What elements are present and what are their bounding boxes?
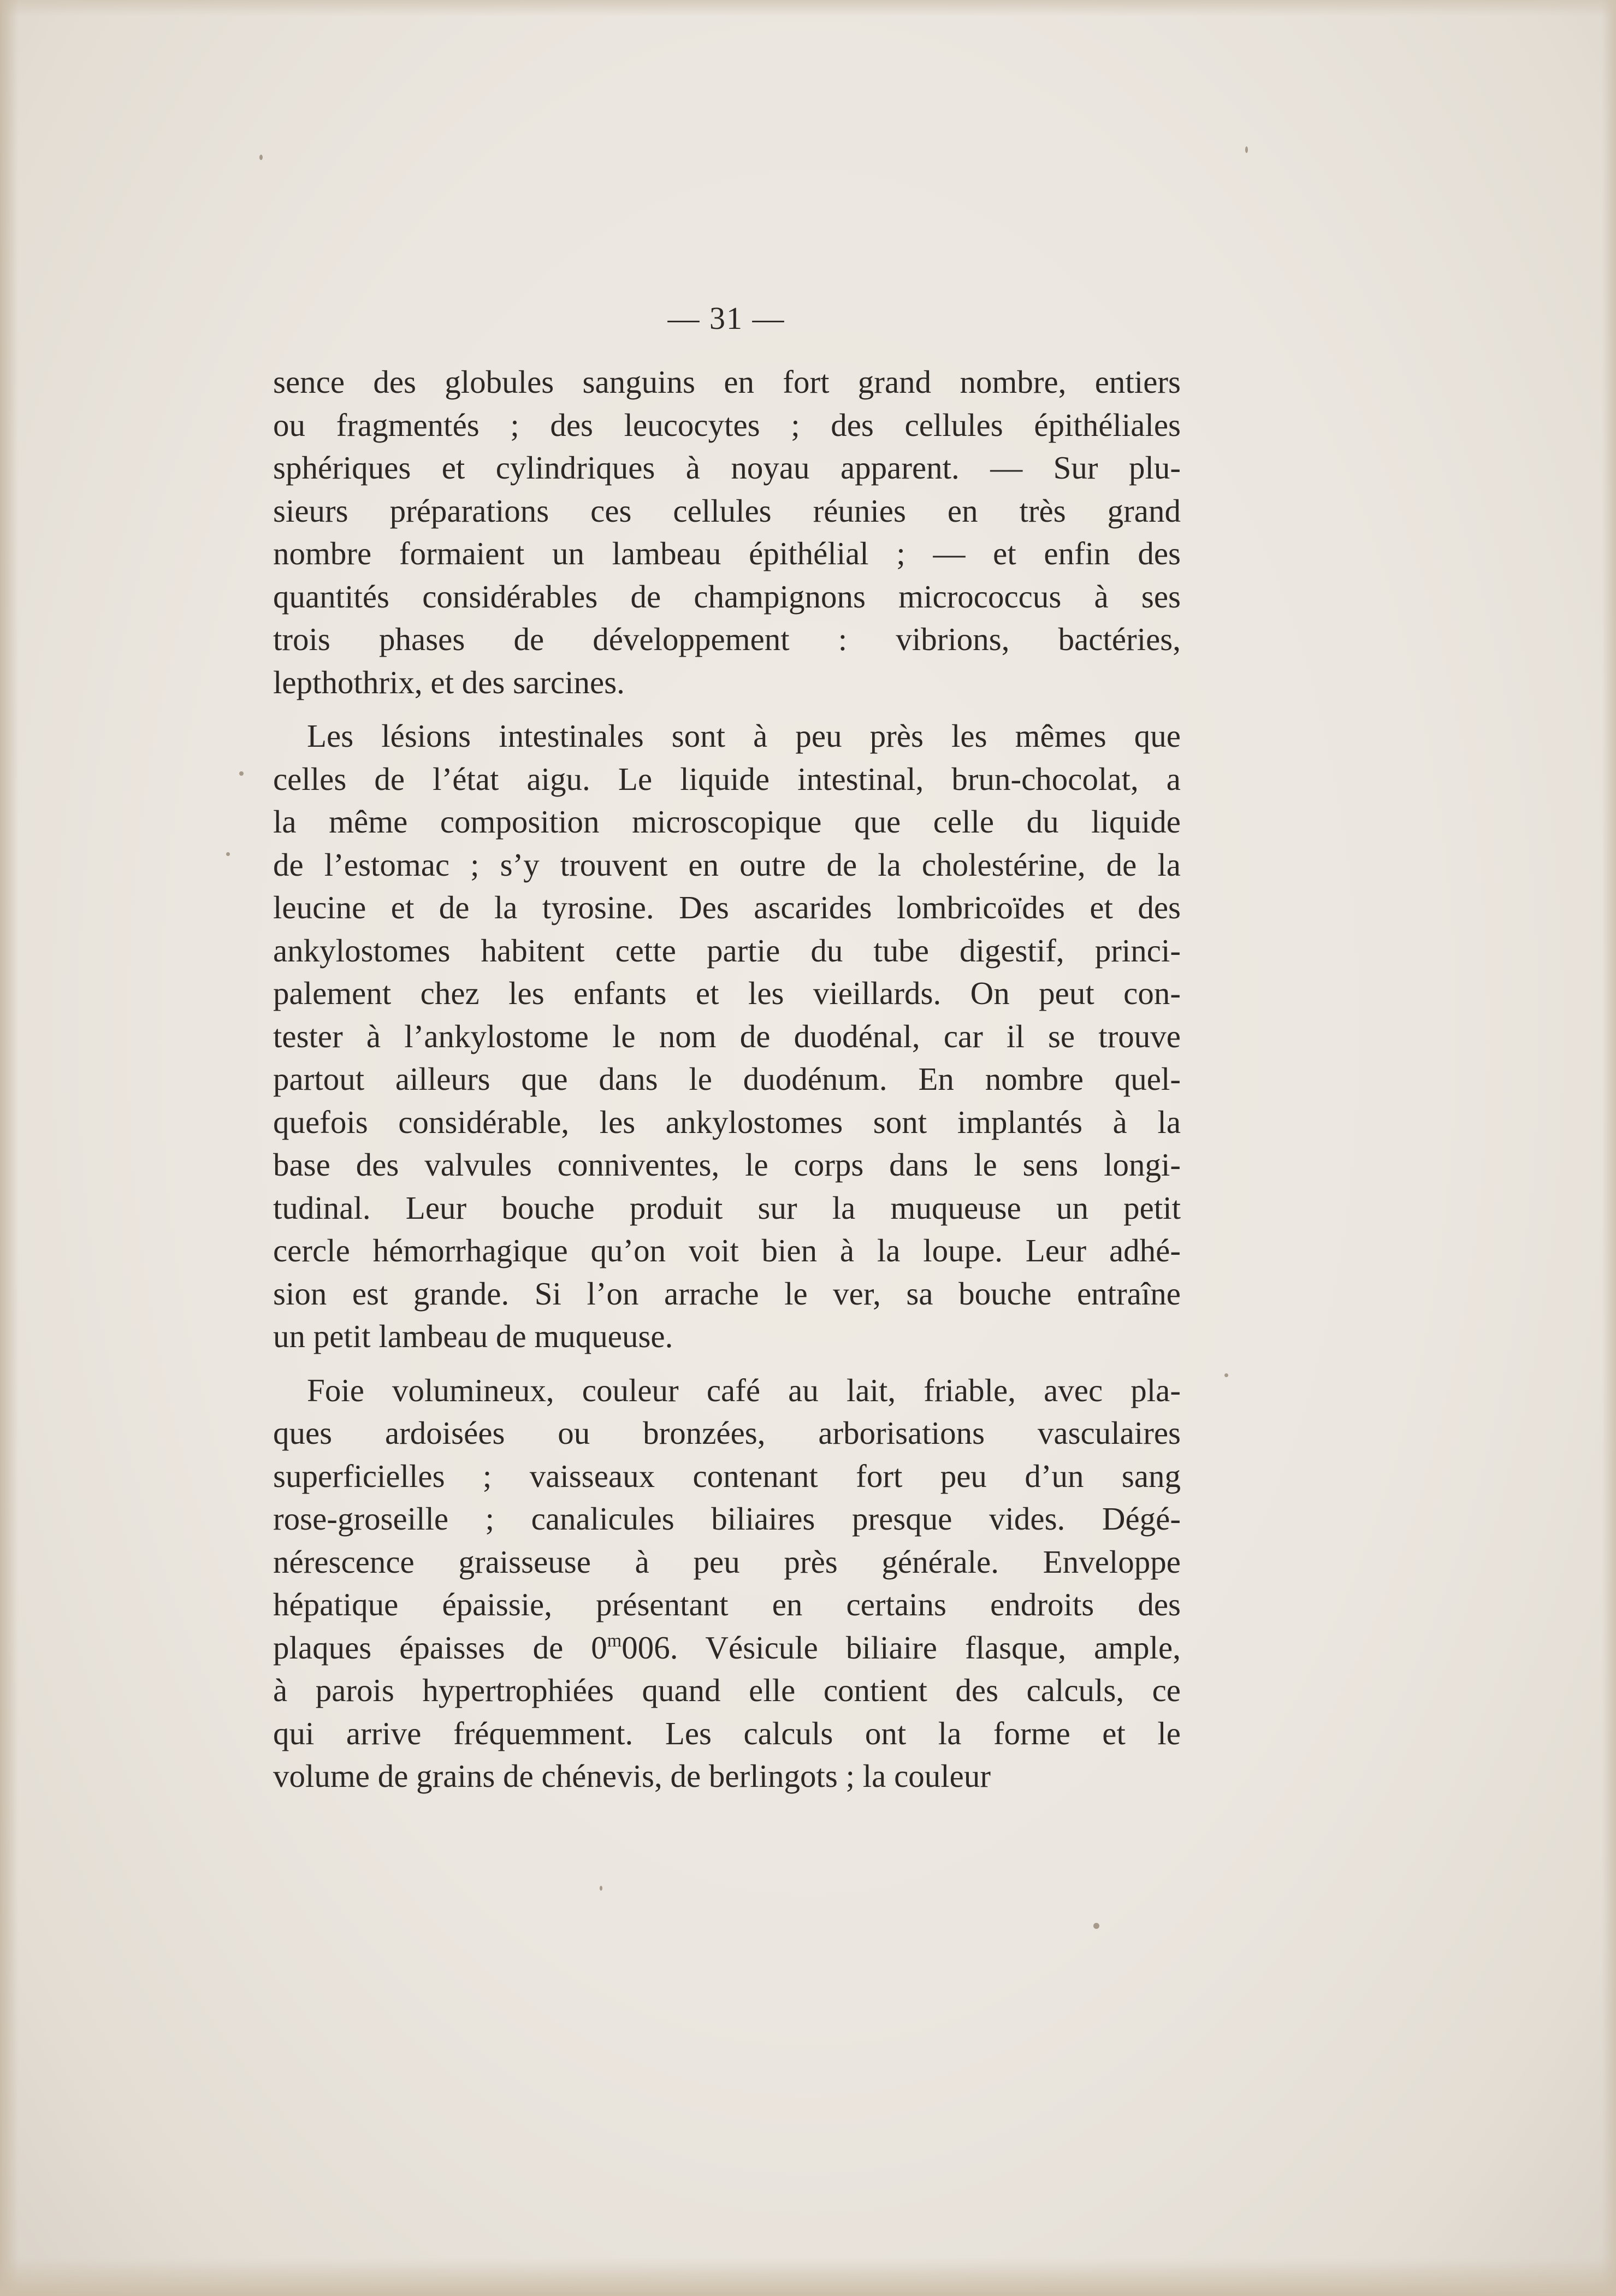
text-line: un petit lambeau de muqueuse. xyxy=(273,1318,673,1354)
text-fragment: plaques épaisses de 0 xyxy=(273,1629,607,1666)
text-line: ou fragmentés ; des leucocytes ; des cellules épithéliales xyxy=(273,406,1181,443)
text-line: palement chez les enfants et les vieillards. On peut con- xyxy=(273,975,1181,1011)
text-line: tudinal. Leur bouche produit sur la muqueuse un petit xyxy=(273,1189,1181,1226)
text-line: nombre formaient un lambeau épithélial ; — et enfin des xyxy=(273,535,1181,571)
text-line: la même composition microscopique que celle du liquide xyxy=(273,804,1181,840)
text-fragment: 006. Vésicule biliaire flasque, ample, xyxy=(621,1629,1181,1666)
text-line: lepthothrix, et des sarcines. xyxy=(273,664,625,700)
text-line: sence des globules sanguins en fort grand nombre, entiers xyxy=(273,364,1181,400)
paper-speck xyxy=(239,771,244,776)
page-number: — 31 — xyxy=(667,300,785,336)
text-line: cercle hémorrhagique qu’on voit bien à la loupe. Leur adhé- xyxy=(273,1232,1181,1268)
text-line: nérescence graisseuse à peu près générale. Enveloppe xyxy=(273,1543,1181,1580)
text-line: partout ailleurs que dans le duodénum. En nombre quel- xyxy=(273,1061,1181,1097)
paragraph xyxy=(273,715,1181,1358)
text-line: Foie volumineux, couleur café au lait, friable, avec pla- xyxy=(307,1372,1181,1408)
text-line: de l’estomac ; s’y trouvent en outre de la cholestérine, de la xyxy=(273,846,1181,883)
text-line: Les lésions intestinales sont à peu près les mêmes que xyxy=(307,718,1181,754)
text-line: ankylostomes habitent cette partie du tube digestif, princi- xyxy=(273,932,1181,969)
superscript-unit: m xyxy=(607,1630,622,1651)
paragraph xyxy=(273,1369,1181,1798)
text-line: hépatique épaissie, présentant en certains endroits des xyxy=(273,1586,1181,1622)
text-line: à parois hypertrophiées quand elle contient des calculs, ce xyxy=(273,1672,1181,1708)
paper-speck xyxy=(600,1886,602,1891)
text-line xyxy=(273,1626,1181,1669)
text-line: base des valvules conniventes, le corps dans le sens longi- xyxy=(273,1147,1181,1183)
body-text xyxy=(273,361,1181,1798)
paper-edge-bottom xyxy=(0,2258,1616,2296)
paper-speck xyxy=(1224,1373,1228,1377)
paragraph-gap xyxy=(273,704,1181,715)
text-line: sion est grande. Si l’on arrache le ver, sa bouche entraîne xyxy=(273,1275,1181,1312)
paper-edge-right xyxy=(1602,0,1616,2296)
text-line: volume de grains de chénevis, de berlingots ; la couleur xyxy=(273,1758,991,1794)
text-line: rose-groseille ; canalicules biliaires presque vides. Dégé- xyxy=(273,1501,1181,1537)
text-line: celles de l’état aigu. Le liquide intestinal, brun-chocolat, a xyxy=(273,760,1181,797)
text-line: sieurs préparations ces cellules réunies en très grand xyxy=(273,492,1181,529)
paragraph-gap xyxy=(273,1358,1181,1369)
text-line: superficielles ; vaisseaux contenant fort peu d’un sang xyxy=(273,1457,1181,1494)
paper-speck xyxy=(1245,146,1248,153)
text-line: sphériques et cylindriques à noyau apparent. — Sur plu- xyxy=(273,450,1181,486)
text-line: tester à l’ankylostome le nom de duodénal, car il se trouve xyxy=(273,1018,1181,1054)
text-line: leucine et de la tyrosine. Des ascarides lombricoïdes et des xyxy=(273,889,1181,925)
paper-edge-top xyxy=(0,0,1616,16)
paragraph xyxy=(273,361,1181,704)
text-line: ques ardoisées ou bronzées, arborisations vasculaires xyxy=(273,1415,1181,1451)
text-line: trois phases de développement : vibrions, bactéries, xyxy=(273,621,1181,657)
paper-speck xyxy=(226,852,230,856)
text-line: qui arrive fréquemment. Les calculs ont la forme et le xyxy=(273,1715,1181,1751)
text-line: quantités considérables de champignons micrococcus à ses xyxy=(273,578,1181,615)
paper-edge-left xyxy=(0,0,19,2296)
paper-speck xyxy=(259,155,263,160)
text-line: quefois considérable, les ankylostomes sont implantés à la xyxy=(273,1103,1181,1140)
paper-speck xyxy=(1093,1923,1099,1929)
